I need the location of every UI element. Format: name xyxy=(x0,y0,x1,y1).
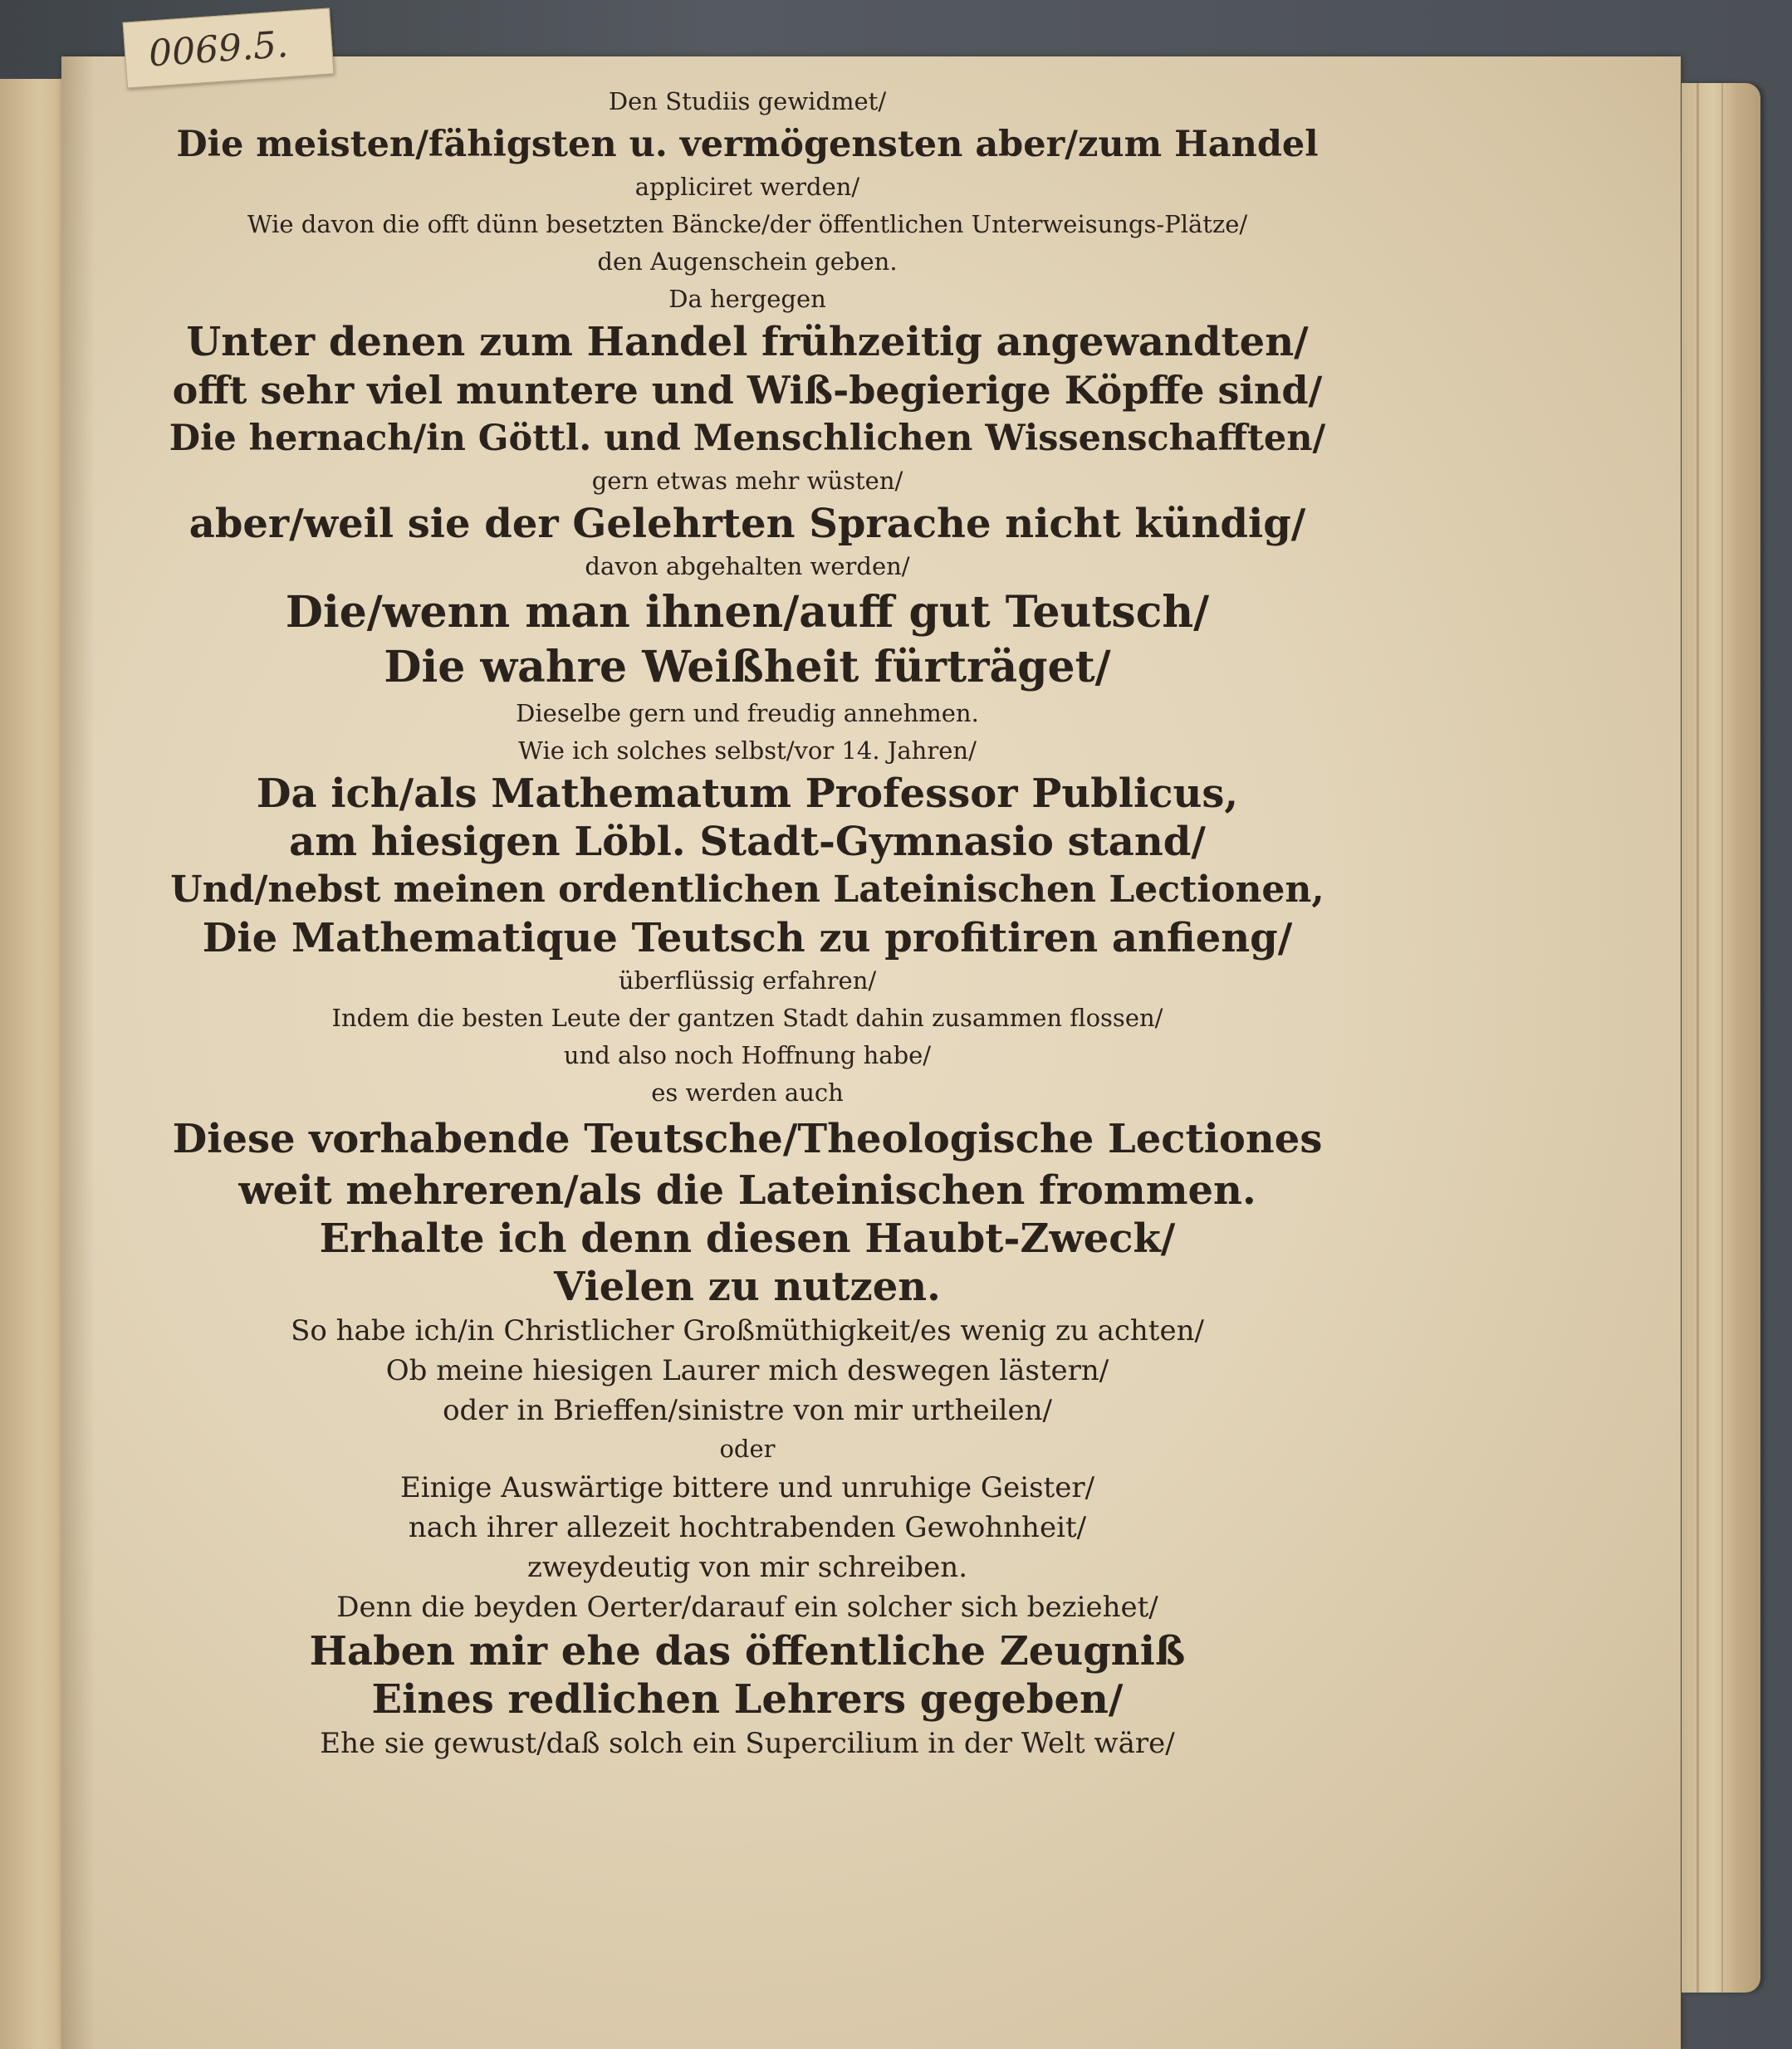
text-line: Die/wenn man ihnen/auff gut Teutsch/ xyxy=(285,587,1210,638)
text-line: Und/nebst meinen ordentlichen Lateinischen Lectionen, xyxy=(170,868,1324,911)
text-line: Ob meine hiesigen Laurer mich deswegen lästern/ xyxy=(385,1354,1109,1387)
text-line: zweydeutig von mir schreiben. xyxy=(526,1551,968,1584)
text-line: aber/weil sie der Gelehrten Sprache nicht kündig/ xyxy=(189,501,1306,547)
text-line: es werden auch xyxy=(651,1078,844,1107)
text-line: Ehe sie gewust/daß solch ein Supercilium in der Welt wäre/ xyxy=(320,1727,1175,1760)
text-line: Einige Auswärtige bittere und unruhige Geister/ xyxy=(399,1471,1095,1504)
text-line: und also noch Hoffnung habe/ xyxy=(563,1041,932,1069)
text-line: appliciret werden/ xyxy=(634,173,860,201)
text-line: überflüssig erfahren/ xyxy=(618,966,877,995)
page-stack-edge xyxy=(1682,83,1760,1993)
text-line: offt sehr viel muntere und Wiß-begierige Köpffe sind/ xyxy=(172,368,1323,413)
text-line: Eines redlichen Lehrers gegeben/ xyxy=(371,1676,1124,1723)
text-line: Die hernach/in Göttl. und Menschlichen Wissenschafften/ xyxy=(169,418,1326,459)
text-line: Haben mir ehe das öffentliche Zeugniß xyxy=(309,1628,1186,1675)
text-line: am hiesigen Löbl. Stadt-Gymnasio stand/ xyxy=(289,819,1206,865)
text-line: Die meisten/fähigsten u. vermögensten aber/zum Handel xyxy=(176,124,1319,165)
left-page-edge xyxy=(0,79,66,2049)
text-line: Dieselbe gern und freudig annehmen. xyxy=(516,699,979,727)
text-line: weit mehreren/als die Lateinischen frommen. xyxy=(238,1167,1256,1214)
text-line: Unter denen zum Handel frühzeitig angewandten/ xyxy=(186,319,1309,365)
text-line: Den Studiis gewidmet/ xyxy=(608,87,887,115)
text-line: oder xyxy=(719,1435,776,1463)
text-line: Indem die besten Leute der gantzen Stadt dahin zusammen flossen/ xyxy=(331,1004,1163,1032)
text-line: den Augenschein geben. xyxy=(597,247,898,276)
archive-label-tag: 0069.5. xyxy=(123,7,335,88)
text-line: So habe ich/in Christlicher Großmüthigkeit/es wenig zu achten/ xyxy=(291,1314,1204,1347)
text-line: Wie davon die offt dünn besetzten Bäncke/der öffentlichen Unterweisungs-Plätze/ xyxy=(247,210,1248,238)
text-line: Die wahre Weißheit fürträget/ xyxy=(384,642,1111,692)
text-line: Vielen zu nutzen. xyxy=(554,1264,941,1310)
gutter-shadow xyxy=(61,56,95,2049)
text-line: Die Mathematique Teutsch zu profitiren anfieng/ xyxy=(202,915,1293,961)
text-line: davon abgehalten werden/ xyxy=(585,552,910,580)
page-text xyxy=(166,83,1329,1763)
text-line: Diese vorhabende Teutsche/Theologische Lectiones xyxy=(172,1116,1323,1162)
text-line: Da hergegen xyxy=(668,285,826,313)
text-line: gern etwas mehr wüsten/ xyxy=(591,467,903,495)
text-line: nach ihrer allezeit hochtrabenden Gewohnheit/ xyxy=(408,1511,1087,1544)
text-line: Erhalte ich denn diesen Haubt-Zweck/ xyxy=(319,1215,1176,1262)
text-line: Da ich/als Mathematum Professor Publicus, xyxy=(256,770,1239,817)
text-line: oder in Brieffen/sinistre von mir urtheilen/ xyxy=(443,1394,1052,1427)
text-line: Wie ich solches selbst/vor 14. Jahren/ xyxy=(518,736,977,765)
text-line: Denn die beyden Oerter/darauf ein solcher sich beziehet/ xyxy=(336,1591,1158,1624)
